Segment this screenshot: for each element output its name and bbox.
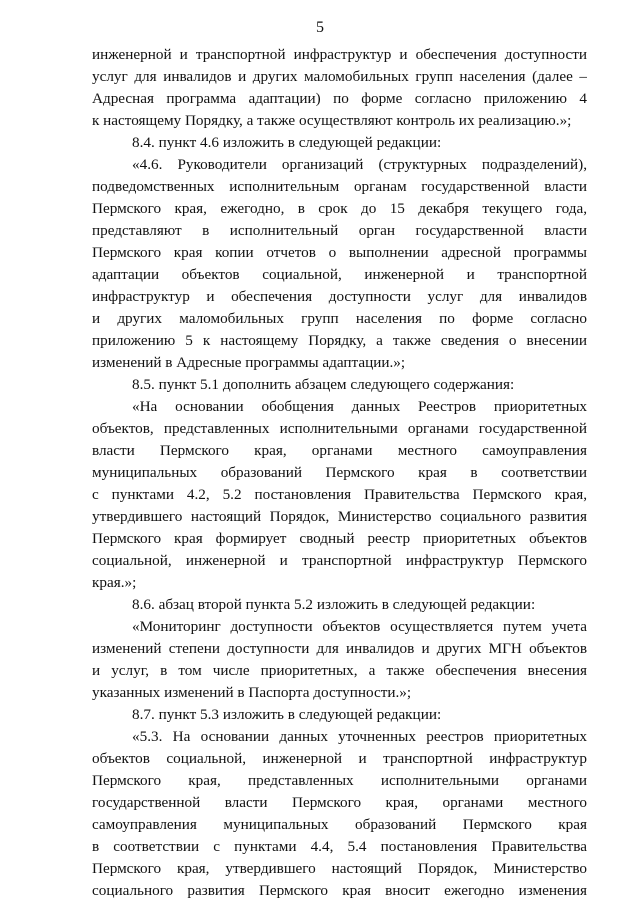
text-line: «Мониторинг доступности объектов осуществляется путем учета	[132, 618, 587, 635]
text-line: социальной, инженерной и транспортной инфраструктур Пермского	[92, 552, 587, 569]
text-line: «5.3. На основании данных уточненных реестров приоритетных	[132, 728, 587, 745]
text-line: инженерной и транспортной инфраструктур и обеспечения доступности	[92, 46, 587, 63]
text-line: инфраструктур и обеспечения доступности услуг для инвалидов	[92, 288, 587, 305]
text-line: к настоящему Порядку, а также осуществляют контроль их реализацию.»;	[92, 112, 572, 129]
text-line: муниципальных образований Пермского края в соответствии	[92, 464, 587, 481]
text-line: «На основании обобщения данных Реестров приоритетных	[132, 398, 587, 415]
text-line: адаптации объектов социальной, инженерной и транспортной	[92, 266, 587, 283]
text-line: государственной власти Пермского края, органами местного	[92, 794, 587, 811]
text-line: «4.6. Руководители организаций (структурных подразделений),	[132, 156, 587, 173]
text-line: объектов социальной, инженерной и транспортной инфраструктур	[92, 750, 587, 767]
text-line: приложению 5 к настоящему Порядку, а также сведения о внесении	[92, 332, 587, 349]
text-line: услуг для инвалидов и других маломобильных групп населения (далее –	[92, 68, 587, 85]
text-line: представляют в исполнительный орган государственной власти	[92, 222, 587, 239]
text-line: социального развития Пермского края вносит ежегодно изменения	[92, 882, 587, 899]
text-line: Пермского края копии отчетов о выполнении адресной программы	[92, 244, 587, 261]
page-number: 5	[316, 19, 324, 36]
text-line: утвердившего настоящий Порядок, Министерство социального развития	[92, 508, 587, 525]
text-line: Адресная программа адаптации) по форме согласно приложению 4	[92, 90, 587, 107]
text-line: 8.5. пункт 5.1 дополнить абзацем следующего содержания:	[132, 376, 515, 393]
text-line: края.»;	[92, 574, 137, 591]
text-line: с пунктами 4.2, 5.2 постановления Правительства Пермского края,	[92, 486, 587, 503]
text-line: объектов, представленных исполнительными органами государственной	[92, 420, 587, 437]
text-line: Пермского края, утвердившего настоящий Порядок, Министерство	[92, 860, 587, 877]
text-line: 8.7. пункт 5.3 изложить в следующей редакции:	[132, 706, 442, 723]
text-line: подведомственных исполнительным органам государственной власти	[92, 178, 587, 195]
text-line: 8.6. абзац второй пункта 5.2 изложить в следующей редакции:	[132, 596, 536, 613]
text-line: и других маломобильных групп населения по форме согласно	[92, 310, 587, 327]
text-line: самоуправления муниципальных образований Пермского края	[92, 816, 587, 833]
text-line: Пермского края, ежегодно, в срок до 15 декабря текущего года,	[92, 200, 587, 217]
text-line: изменений в Адресные программы адаптации.»;	[92, 354, 406, 371]
text-line: изменений степени доступности для инвалидов и других МГН объектов	[92, 640, 587, 657]
text-line: Пермского края формирует сводный реестр приоритетных объектов	[92, 530, 587, 547]
text-line: Пермского края, представленных исполнительными органами	[92, 772, 587, 789]
text-line: указанных изменений в Паспорта доступности.»;	[92, 684, 412, 701]
text-line: в соответствии с пунктами 4.4, 5.4 постановления Правительства	[92, 838, 587, 855]
text-line: власти Пермского края, органами местного самоуправления	[92, 442, 587, 459]
text-line: 8.4. пункт 4.6 изложить в следующей редакции:	[132, 134, 442, 151]
text-line: и услуг, в том числе приоритетных, а также обеспечения внесения	[92, 662, 587, 679]
document-body	[92, 44, 587, 902]
